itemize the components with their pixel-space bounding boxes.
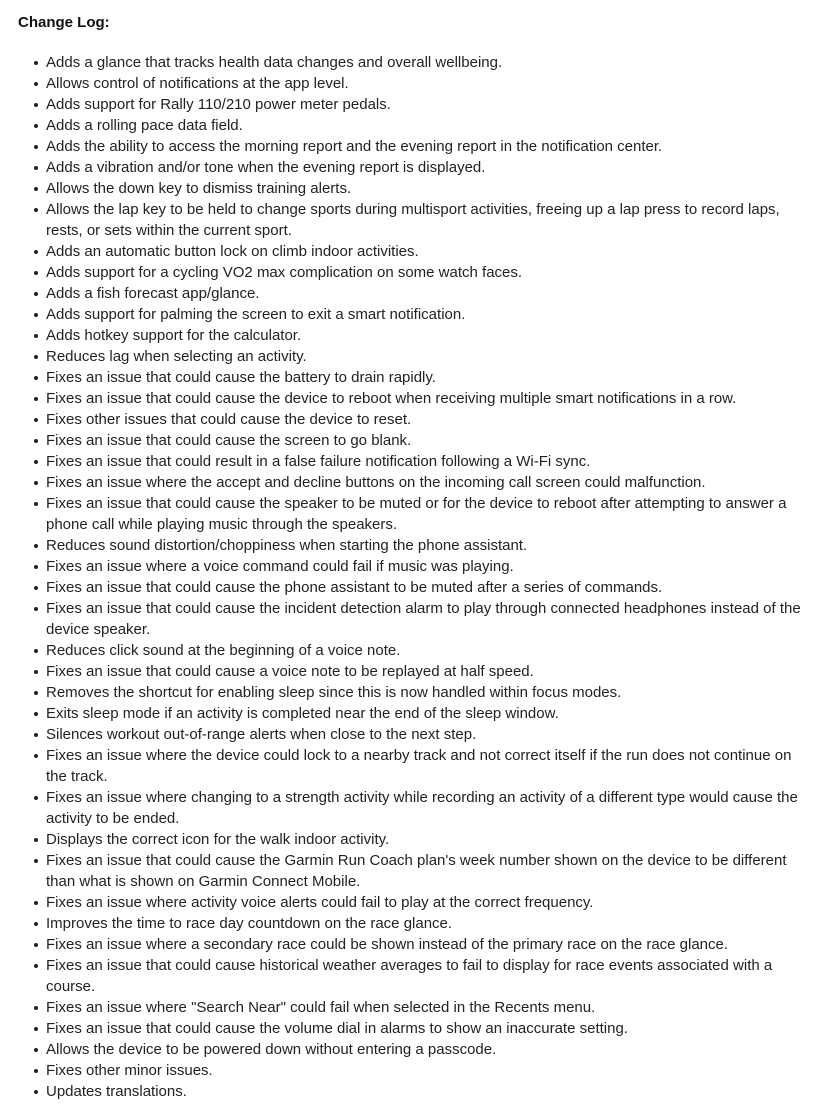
change-log-item: Reduces sound distortion/choppiness when starting the phone assistant. bbox=[46, 535, 805, 556]
change-log-item: Adds an automatic button lock on climb indoor activities. bbox=[46, 241, 805, 262]
change-log-item: Fixes an issue where activity voice alerts could fail to play at the correct frequency. bbox=[46, 892, 805, 913]
change-log-item: Adds hotkey support for the calculator. bbox=[46, 325, 805, 346]
change-log-item: Adds the ability to access the morning report and the evening report in the notification center. bbox=[46, 136, 805, 157]
change-log-item: Allows the lap key to be held to change sports during multisport activities, freeing up a lap press to record laps, rests, or sets within the current sport. bbox=[46, 199, 805, 241]
change-log-item: Removes the shortcut for enabling sleep since this is now handled within focus modes. bbox=[46, 682, 805, 703]
change-log-item: Fixes an issue where a secondary race could be shown instead of the primary race on the race glance. bbox=[46, 934, 805, 955]
change-log-item: Fixes an issue that could cause a voice note to be replayed at half speed. bbox=[46, 661, 805, 682]
change-log-item: Fixes an issue that could cause the Garmin Run Coach plan's week number shown on the device to be different than what is shown on Garmin Connect Mobile. bbox=[46, 850, 805, 892]
change-log-item: Allows the device to be powered down without entering a passcode. bbox=[46, 1039, 805, 1060]
change-log-item: Allows control of notifications at the app level. bbox=[46, 73, 805, 94]
change-log-item: Fixes an issue that could cause the screen to go blank. bbox=[46, 430, 805, 451]
change-log-item: Reduces lag when selecting an activity. bbox=[46, 346, 805, 367]
change-log-item: Fixes an issue that could cause the speaker to be muted or for the device to reboot after attempting to answer a phone call while playing music through the speakers. bbox=[46, 493, 805, 535]
change-log-item: Fixes an issue that could cause the incident detection alarm to play through connected headphones instead of the device speaker. bbox=[46, 598, 805, 640]
change-log-item: Reduces click sound at the beginning of a voice note. bbox=[46, 640, 805, 661]
change-log-item: Allows the down key to dismiss training alerts. bbox=[46, 178, 805, 199]
change-log-item: Fixes an issue that could cause the volume dial in alarms to show an inaccurate setting. bbox=[46, 1018, 805, 1039]
change-log-item: Fixes other issues that could cause the device to reset. bbox=[46, 409, 805, 430]
change-log-item: Fixes an issue that could cause the device to reboot when receiving multiple smart notifications in a row. bbox=[46, 388, 805, 409]
change-log-item: Adds a fish forecast app/glance. bbox=[46, 283, 805, 304]
change-log-item: Silences workout out-of-range alerts when close to the next step. bbox=[46, 724, 805, 745]
change-log-item: Fixes an issue that could cause historical weather averages to fail to display for race events associated with a course. bbox=[46, 955, 805, 997]
change-log-item: Fixes an issue where a voice command could fail if music was playing. bbox=[46, 556, 805, 577]
change-log-item: Fixes an issue where the device could lock to a nearby track and not correct itself if the run does not continue on the track. bbox=[46, 745, 805, 787]
change-log-item: Fixes an issue that could result in a false failure notification following a Wi-Fi sync. bbox=[46, 451, 805, 472]
change-log-item: Fixes an issue where changing to a strength activity while recording an activity of a different type would cause the activity to be ended. bbox=[46, 787, 805, 829]
change-log-item: Exits sleep mode if an activity is completed near the end of the sleep window. bbox=[46, 703, 805, 724]
change-log-item: Adds a vibration and/or tone when the evening report is displayed. bbox=[46, 157, 805, 178]
change-log-item: Adds a rolling pace data field. bbox=[46, 115, 805, 136]
change-log-list bbox=[18, 52, 807, 1102]
change-log-item: Adds support for a cycling VO2 max complication on some watch faces. bbox=[46, 262, 805, 283]
change-log-item: Adds support for Rally 110/210 power meter pedals. bbox=[46, 94, 805, 115]
change-log-item: Fixes an issue that could cause the battery to drain rapidly. bbox=[46, 367, 805, 388]
change-log-item: Fixes an issue where "Search Near" could fail when selected in the Recents menu. bbox=[46, 997, 805, 1018]
change-log-item: Improves the time to race day countdown on the race glance. bbox=[46, 913, 805, 934]
change-log-item: Fixes an issue that could cause the phone assistant to be muted after a series of commands. bbox=[46, 577, 805, 598]
change-log-item: Fixes other minor issues. bbox=[46, 1060, 805, 1081]
change-log-item: Displays the correct icon for the walk indoor activity. bbox=[46, 829, 805, 850]
change-log-item: Adds a glance that tracks health data changes and overall wellbeing. bbox=[46, 52, 805, 73]
change-log-item: Updates translations. bbox=[46, 1081, 805, 1102]
page-title: Change Log: bbox=[18, 14, 110, 31]
change-log-item: Fixes an issue where the accept and decline buttons on the incoming call screen could malfunction. bbox=[46, 472, 805, 493]
change-log-item: Adds support for palming the screen to exit a smart notification. bbox=[46, 304, 805, 325]
